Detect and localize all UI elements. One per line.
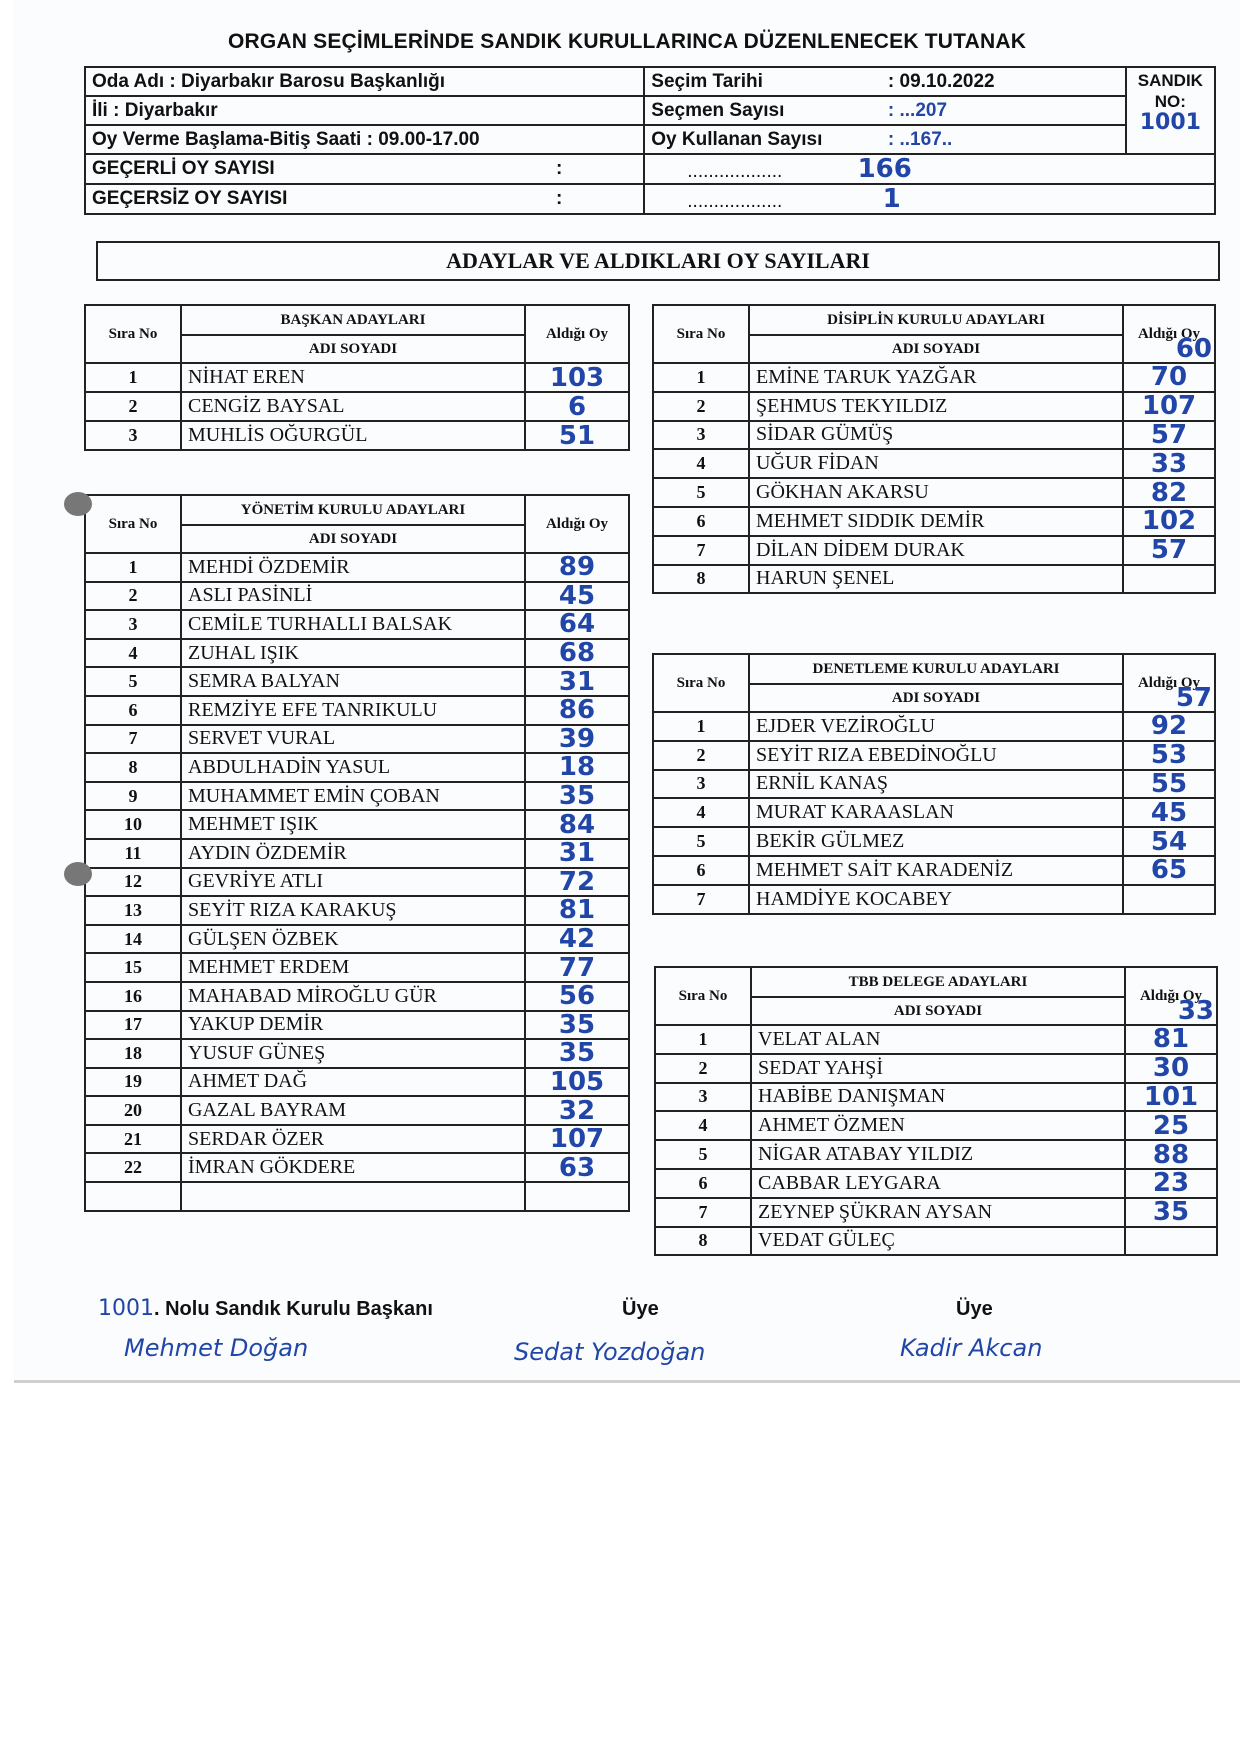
row-number: 13	[85, 896, 181, 925]
row-number: 6	[655, 1169, 751, 1198]
row-number: 6	[653, 507, 749, 536]
table-row	[653, 827, 1215, 856]
vote-count: 18	[525, 753, 629, 782]
row-number: 9	[85, 782, 181, 811]
aldigi-oy-header	[1123, 654, 1215, 712]
row-number: 7	[85, 725, 181, 754]
vote-count: 105	[525, 1068, 629, 1097]
row-number: 19	[85, 1068, 181, 1097]
vote-count: 35	[525, 1039, 629, 1068]
table-row	[85, 1011, 629, 1040]
candidate-name: MUHLİS OĞURGÜL	[181, 421, 525, 450]
sandik-value: 1001	[1139, 110, 1201, 135]
candidate-name: REMZİYE EFE TANRIKULU	[181, 696, 525, 725]
table-row	[85, 582, 629, 611]
row-number: 2	[85, 582, 181, 611]
row-number: 1	[85, 363, 181, 392]
table-row	[653, 770, 1215, 799]
vote-count: 31	[525, 839, 629, 868]
row-number: 4	[653, 449, 749, 478]
uye2-label: Üye	[956, 1298, 993, 1320]
candidate-name: ŞEHMUS TEKYILDIZ	[749, 392, 1123, 421]
sandik-label: SANDIK NO:	[1137, 71, 1203, 111]
uye1-label: Üye	[622, 1298, 659, 1320]
gecerli-value: 166	[857, 154, 912, 184]
secmen-value: : ...207	[887, 99, 948, 121]
candidate-name: MEHMET SAİT KARADENİZ	[749, 856, 1123, 885]
signature-uye2: Kadir Akcan	[900, 1334, 1043, 1362]
vote-count: 57	[1123, 536, 1215, 565]
sira-no-header: Sıra No	[85, 495, 181, 553]
vote-count: 86	[525, 696, 629, 725]
gecerli-row	[85, 154, 644, 184]
candidate-name: GAZAL BAYRAM	[181, 1096, 525, 1125]
candidate-name: ZEYNEP ŞÜKRAN AYSAN	[751, 1198, 1125, 1227]
table-row	[653, 507, 1215, 536]
gecersiz-colon: :	[556, 188, 563, 209]
row-number: 1	[653, 712, 749, 741]
table-row	[85, 868, 629, 897]
row-number: 11	[85, 839, 181, 868]
candidate-name: CABBAR LEYGARA	[751, 1169, 1125, 1198]
vote-count: 25	[1125, 1111, 1217, 1140]
row-number: 2	[85, 392, 181, 421]
vote-count	[1123, 885, 1215, 914]
table-row	[85, 610, 629, 639]
vote-count	[1123, 565, 1215, 594]
section-title: BAŞKAN ADAYLARI	[181, 305, 525, 335]
table-row	[85, 896, 629, 925]
vote-count: 45	[1123, 798, 1215, 827]
candidate-name: SERVET VURAL	[181, 725, 525, 754]
first-vote-mark: 60	[1175, 334, 1212, 363]
section-title: DENETLEME KURULU ADAYLARI	[749, 654, 1123, 684]
row-number: 1	[655, 1025, 751, 1054]
candidate-name: ASLI PASİNLİ	[181, 582, 525, 611]
candidate-name: VEDAT GÜLEÇ	[751, 1227, 1125, 1256]
table-row	[653, 798, 1215, 827]
row-number: 3	[653, 770, 749, 799]
table-row	[85, 421, 629, 450]
table-row	[85, 782, 629, 811]
vote-count: 81	[1125, 1025, 1217, 1054]
table-row	[653, 885, 1215, 914]
candidate-name: AHMET ÖZMEN	[751, 1111, 1125, 1140]
vote-count: 35	[525, 1011, 629, 1040]
table-row	[653, 363, 1215, 392]
aldigi-oy-label: Aldığı Oy	[1137, 675, 1201, 691]
gecersiz-row	[85, 184, 644, 214]
row-number: 20	[85, 1096, 181, 1125]
denetleme-table	[652, 653, 1216, 915]
vote-count: 35	[525, 782, 629, 811]
candidate-name: SERDAR ÖZER	[181, 1125, 525, 1154]
table-row	[653, 421, 1215, 450]
document-sheet	[14, 0, 1240, 1383]
disiplin-table	[652, 304, 1216, 594]
gecerli-label: GEÇERLİ OY SAYISI	[92, 158, 275, 179]
candidate-name: HABİBE DANIŞMAN	[751, 1083, 1125, 1112]
row-number: 2	[655, 1054, 751, 1083]
candidates-banner: ADAYLAR VE ALDIKLARI OY SAYILARI	[96, 241, 1220, 281]
candidate-name: MEHDİ ÖZDEMİR	[181, 553, 525, 582]
row-number: 4	[653, 798, 749, 827]
kullanan-value: : ..167..	[887, 128, 953, 150]
sira-no-header: Sıra No	[653, 305, 749, 363]
oy-saat: Oy Verme Başlama-Bitiş Saati : 09.00-17.00	[85, 125, 644, 154]
aldigi-oy-header	[525, 305, 629, 363]
empty-row	[85, 1182, 629, 1211]
table-row	[85, 925, 629, 954]
kullanan-label: Oy Kullanan Sayısı	[644, 125, 882, 154]
table-row	[655, 1198, 1217, 1227]
first-vote-mark: 57	[1175, 683, 1212, 712]
gecersiz-value-cell	[644, 184, 1215, 214]
row-number: 5	[653, 827, 749, 856]
section-title: DİSİPLİN KURULU ADAYLARI	[749, 305, 1123, 335]
candidate-name: GEVRİYE ATLI	[181, 868, 525, 897]
row-number: 8	[653, 565, 749, 594]
candidate-name: SEDAT YAHŞİ	[751, 1054, 1125, 1083]
gecerli-dots: ..................	[687, 160, 783, 182]
row-number: 1	[85, 553, 181, 582]
candidate-name: MEHMET IŞIK	[181, 810, 525, 839]
vote-count: 68	[525, 639, 629, 668]
candidate-name: BEKİR GÜLMEZ	[749, 827, 1123, 856]
table-row	[85, 1068, 629, 1097]
first-vote-mark: 33	[1177, 996, 1214, 1025]
secim-label: Seçim Tarihi	[644, 67, 882, 96]
table-row	[655, 1083, 1217, 1112]
table-row	[655, 1025, 1217, 1054]
row-number: 22	[85, 1153, 181, 1182]
candidate-name: ABDULHADİN YASUL	[181, 753, 525, 782]
aldigi-oy-header	[1125, 967, 1217, 1025]
empty-cell	[181, 1182, 525, 1211]
vote-count: 23	[1125, 1169, 1217, 1198]
adi-soyadi-header: ADI SOYADI	[749, 684, 1123, 712]
gecersiz-value: 1	[882, 184, 901, 214]
row-number: 12	[85, 868, 181, 897]
adi-soyadi-header: ADI SOYADI	[749, 335, 1123, 363]
row-number: 1	[653, 363, 749, 392]
sira-no-header: Sıra No	[85, 305, 181, 363]
table-row	[85, 1153, 629, 1182]
table-row	[655, 1111, 1217, 1140]
candidate-name: SEYİT RIZA EBEDİNOĞLU	[749, 741, 1123, 770]
ili: İli : Diyarbakır	[85, 96, 644, 125]
table-row	[85, 667, 629, 696]
vote-count: 33	[1123, 449, 1215, 478]
candidate-name: AHMET DAĞ	[181, 1068, 525, 1097]
table-row	[85, 725, 629, 754]
vote-count: 107	[525, 1125, 629, 1154]
vote-count: 107	[1123, 392, 1215, 421]
row-number: 2	[653, 392, 749, 421]
vote-count: 77	[525, 953, 629, 982]
vote-count: 51	[525, 421, 629, 450]
secmen-label: Seçmen Sayısı	[644, 96, 882, 125]
table-row	[85, 1096, 629, 1125]
aldigi-oy-label: Aldığı Oy	[1137, 326, 1201, 342]
table-row	[85, 810, 629, 839]
candidate-name: MEHMET ERDEM	[181, 953, 525, 982]
tbb-table	[654, 966, 1218, 1256]
empty-cell	[85, 1182, 181, 1211]
aldigi-oy-label: Aldığı Oy	[1139, 988, 1203, 1004]
sandik-cell	[1126, 67, 1215, 154]
candidate-name: GÖKHAN AKARSU	[749, 478, 1123, 507]
baskan-footer-label: . Nolu Sandık Kurulu Başkanı	[154, 1298, 433, 1320]
candidate-name: MURAT KARAASLAN	[749, 798, 1123, 827]
section-title: TBB DELEGE ADAYLARI	[751, 967, 1125, 997]
row-number: 16	[85, 982, 181, 1011]
table-row	[653, 856, 1215, 885]
vote-count: 92	[1123, 712, 1215, 741]
vote-count: 45	[525, 582, 629, 611]
row-number: 21	[85, 1125, 181, 1154]
vote-count: 88	[1125, 1140, 1217, 1169]
vote-count: 81	[525, 896, 629, 925]
gecerli-colon: :	[556, 158, 563, 179]
vote-count: 32	[525, 1096, 629, 1125]
gecerli-value-cell	[644, 154, 1215, 184]
gecersiz-label: GEÇERSİZ OY SAYISI	[92, 188, 288, 209]
table-row	[85, 953, 629, 982]
punch-hole-top	[64, 492, 92, 516]
row-number: 4	[655, 1111, 751, 1140]
gecersiz-dots: ..................	[687, 190, 783, 212]
candidate-name: GÜLŞEN ÖZBEK	[181, 925, 525, 954]
vote-count: 55	[1123, 770, 1215, 799]
signature-uye1: Sedat Yozdoğan	[514, 1338, 706, 1366]
candidate-name: EJDER VEZİROĞLU	[749, 712, 1123, 741]
table-row	[85, 392, 629, 421]
sira-no-header: Sıra No	[655, 967, 751, 1025]
vote-count: 84	[525, 810, 629, 839]
candidate-name: HARUN ŞENEL	[749, 565, 1123, 594]
row-number: 4	[85, 639, 181, 668]
vote-count: 103	[525, 363, 629, 392]
candidate-name: HAMDİYE KOCABEY	[749, 885, 1123, 914]
table-row	[653, 478, 1215, 507]
row-number: 10	[85, 810, 181, 839]
aldigi-oy-header	[525, 495, 629, 553]
aldigi-oy-label: Aldığı Oy	[545, 516, 609, 532]
row-number: 7	[653, 885, 749, 914]
vote-count: 70	[1123, 363, 1215, 392]
candidate-name: İMRAN GÖKDERE	[181, 1153, 525, 1182]
baskan-table	[84, 304, 630, 451]
candidate-name: NİGAR ATABAY YILDIZ	[751, 1140, 1125, 1169]
table-row	[85, 696, 629, 725]
vote-count: 56	[525, 982, 629, 1011]
table-row	[655, 1140, 1217, 1169]
aldigi-oy-label: Aldığı Oy	[545, 326, 609, 342]
table-row	[85, 753, 629, 782]
section-title: YÖNETİM KURULU ADAYLARI	[181, 495, 525, 525]
table-row	[653, 449, 1215, 478]
table-row	[85, 363, 629, 392]
table-row	[653, 536, 1215, 565]
table-row	[655, 1227, 1217, 1256]
vote-count: 72	[525, 868, 629, 897]
vote-count: 102	[1123, 507, 1215, 536]
vote-count: 64	[525, 610, 629, 639]
baskan-footer	[98, 1298, 433, 1321]
vote-count: 82	[1123, 478, 1215, 507]
candidate-name: CEMİLE TURHALLI BALSAK	[181, 610, 525, 639]
row-number: 3	[655, 1083, 751, 1112]
candidate-name: ZUHAL IŞIK	[181, 639, 525, 668]
header-table	[84, 66, 1216, 215]
candidate-name: VELAT ALAN	[751, 1025, 1125, 1054]
secim-value: : 09.10.2022	[882, 67, 1126, 96]
table-row	[85, 982, 629, 1011]
table-row	[85, 839, 629, 868]
secmen-value-cell	[882, 96, 1126, 125]
vote-count: 101	[1125, 1083, 1217, 1112]
vote-count: 54	[1123, 827, 1215, 856]
table-row	[85, 553, 629, 582]
candidate-name: DİLAN DİDEM DURAK	[749, 536, 1123, 565]
row-number: 18	[85, 1039, 181, 1068]
row-number: 8	[85, 753, 181, 782]
adi-soyadi-header: ADI SOYADI	[181, 335, 525, 363]
row-number: 17	[85, 1011, 181, 1040]
row-number: 7	[655, 1198, 751, 1227]
sira-no-header: Sıra No	[653, 654, 749, 712]
candidate-name: UĞUR FİDAN	[749, 449, 1123, 478]
table-row	[653, 712, 1215, 741]
candidate-name: YUSUF GÜNEŞ	[181, 1039, 525, 1068]
vote-count: 57	[1123, 421, 1215, 450]
table-row	[85, 639, 629, 668]
row-number: 5	[85, 667, 181, 696]
candidate-name: EMİNE TARUK YAZĞAR	[749, 363, 1123, 392]
row-number: 3	[85, 421, 181, 450]
document-title: ORGAN SEÇİMLERİNDE SANDIK KURULLARINCA DÜZENLENECEK TUTANAK	[227, 30, 1027, 53]
vote-count: 35	[1125, 1198, 1217, 1227]
adi-soyadi-header: ADI SOYADI	[181, 525, 525, 553]
candidate-name: SEMRA BALYAN	[181, 667, 525, 696]
signature-baskan: Mehmet Doğan	[124, 1334, 309, 1362]
vote-count	[1125, 1227, 1217, 1256]
candidate-name: MEHMET SIDDIK DEMİR	[749, 507, 1123, 536]
row-number: 5	[655, 1140, 751, 1169]
table-row	[653, 392, 1215, 421]
row-number: 6	[653, 856, 749, 885]
vote-count: 42	[525, 925, 629, 954]
row-number: 5	[653, 478, 749, 507]
candidate-name: CENGİZ BAYSAL	[181, 392, 525, 421]
vote-count: 31	[525, 667, 629, 696]
candidate-name: MUHAMMET EMİN ÇOBAN	[181, 782, 525, 811]
vote-count: 63	[525, 1153, 629, 1182]
row-number: 7	[653, 536, 749, 565]
table-row	[655, 1054, 1217, 1083]
vote-count: 6	[525, 392, 629, 421]
table-row	[85, 1039, 629, 1068]
kullanan-value-cell	[882, 125, 1126, 154]
baskan-hand-no: 1001	[98, 1296, 154, 1321]
table-row	[85, 1125, 629, 1154]
table-row	[653, 741, 1215, 770]
candidate-name: ERNİL KANAŞ	[749, 770, 1123, 799]
vote-count: 89	[525, 553, 629, 582]
row-number: 8	[655, 1227, 751, 1256]
punch-hole-bottom	[64, 862, 92, 886]
candidate-name: MAHABAD MİROĞLU GÜR	[181, 982, 525, 1011]
row-number: 3	[653, 421, 749, 450]
table-row	[653, 565, 1215, 594]
row-number: 6	[85, 696, 181, 725]
candidate-name: YAKUP DEMİR	[181, 1011, 525, 1040]
candidate-name: SİDAR GÜMÜŞ	[749, 421, 1123, 450]
row-number: 14	[85, 925, 181, 954]
vote-count: 65	[1123, 856, 1215, 885]
vote-count: 53	[1123, 741, 1215, 770]
aldigi-oy-header	[1123, 305, 1215, 363]
row-number: 3	[85, 610, 181, 639]
row-number: 2	[653, 741, 749, 770]
vote-count: 39	[525, 725, 629, 754]
empty-cell	[525, 1182, 629, 1211]
adi-soyadi-header: ADI SOYADI	[751, 997, 1125, 1025]
vote-count: 30	[1125, 1054, 1217, 1083]
yonetim-table	[84, 494, 630, 1212]
candidate-name: AYDIN ÖZDEMİR	[181, 839, 525, 868]
row-number: 15	[85, 953, 181, 982]
candidate-name: NİHAT EREN	[181, 363, 525, 392]
table-row	[655, 1169, 1217, 1198]
oda-adi: Oda Adı : Diyarbakır Barosu Başkanlığı	[85, 67, 644, 96]
candidate-name: SEYİT RIZA KARAKUŞ	[181, 896, 525, 925]
